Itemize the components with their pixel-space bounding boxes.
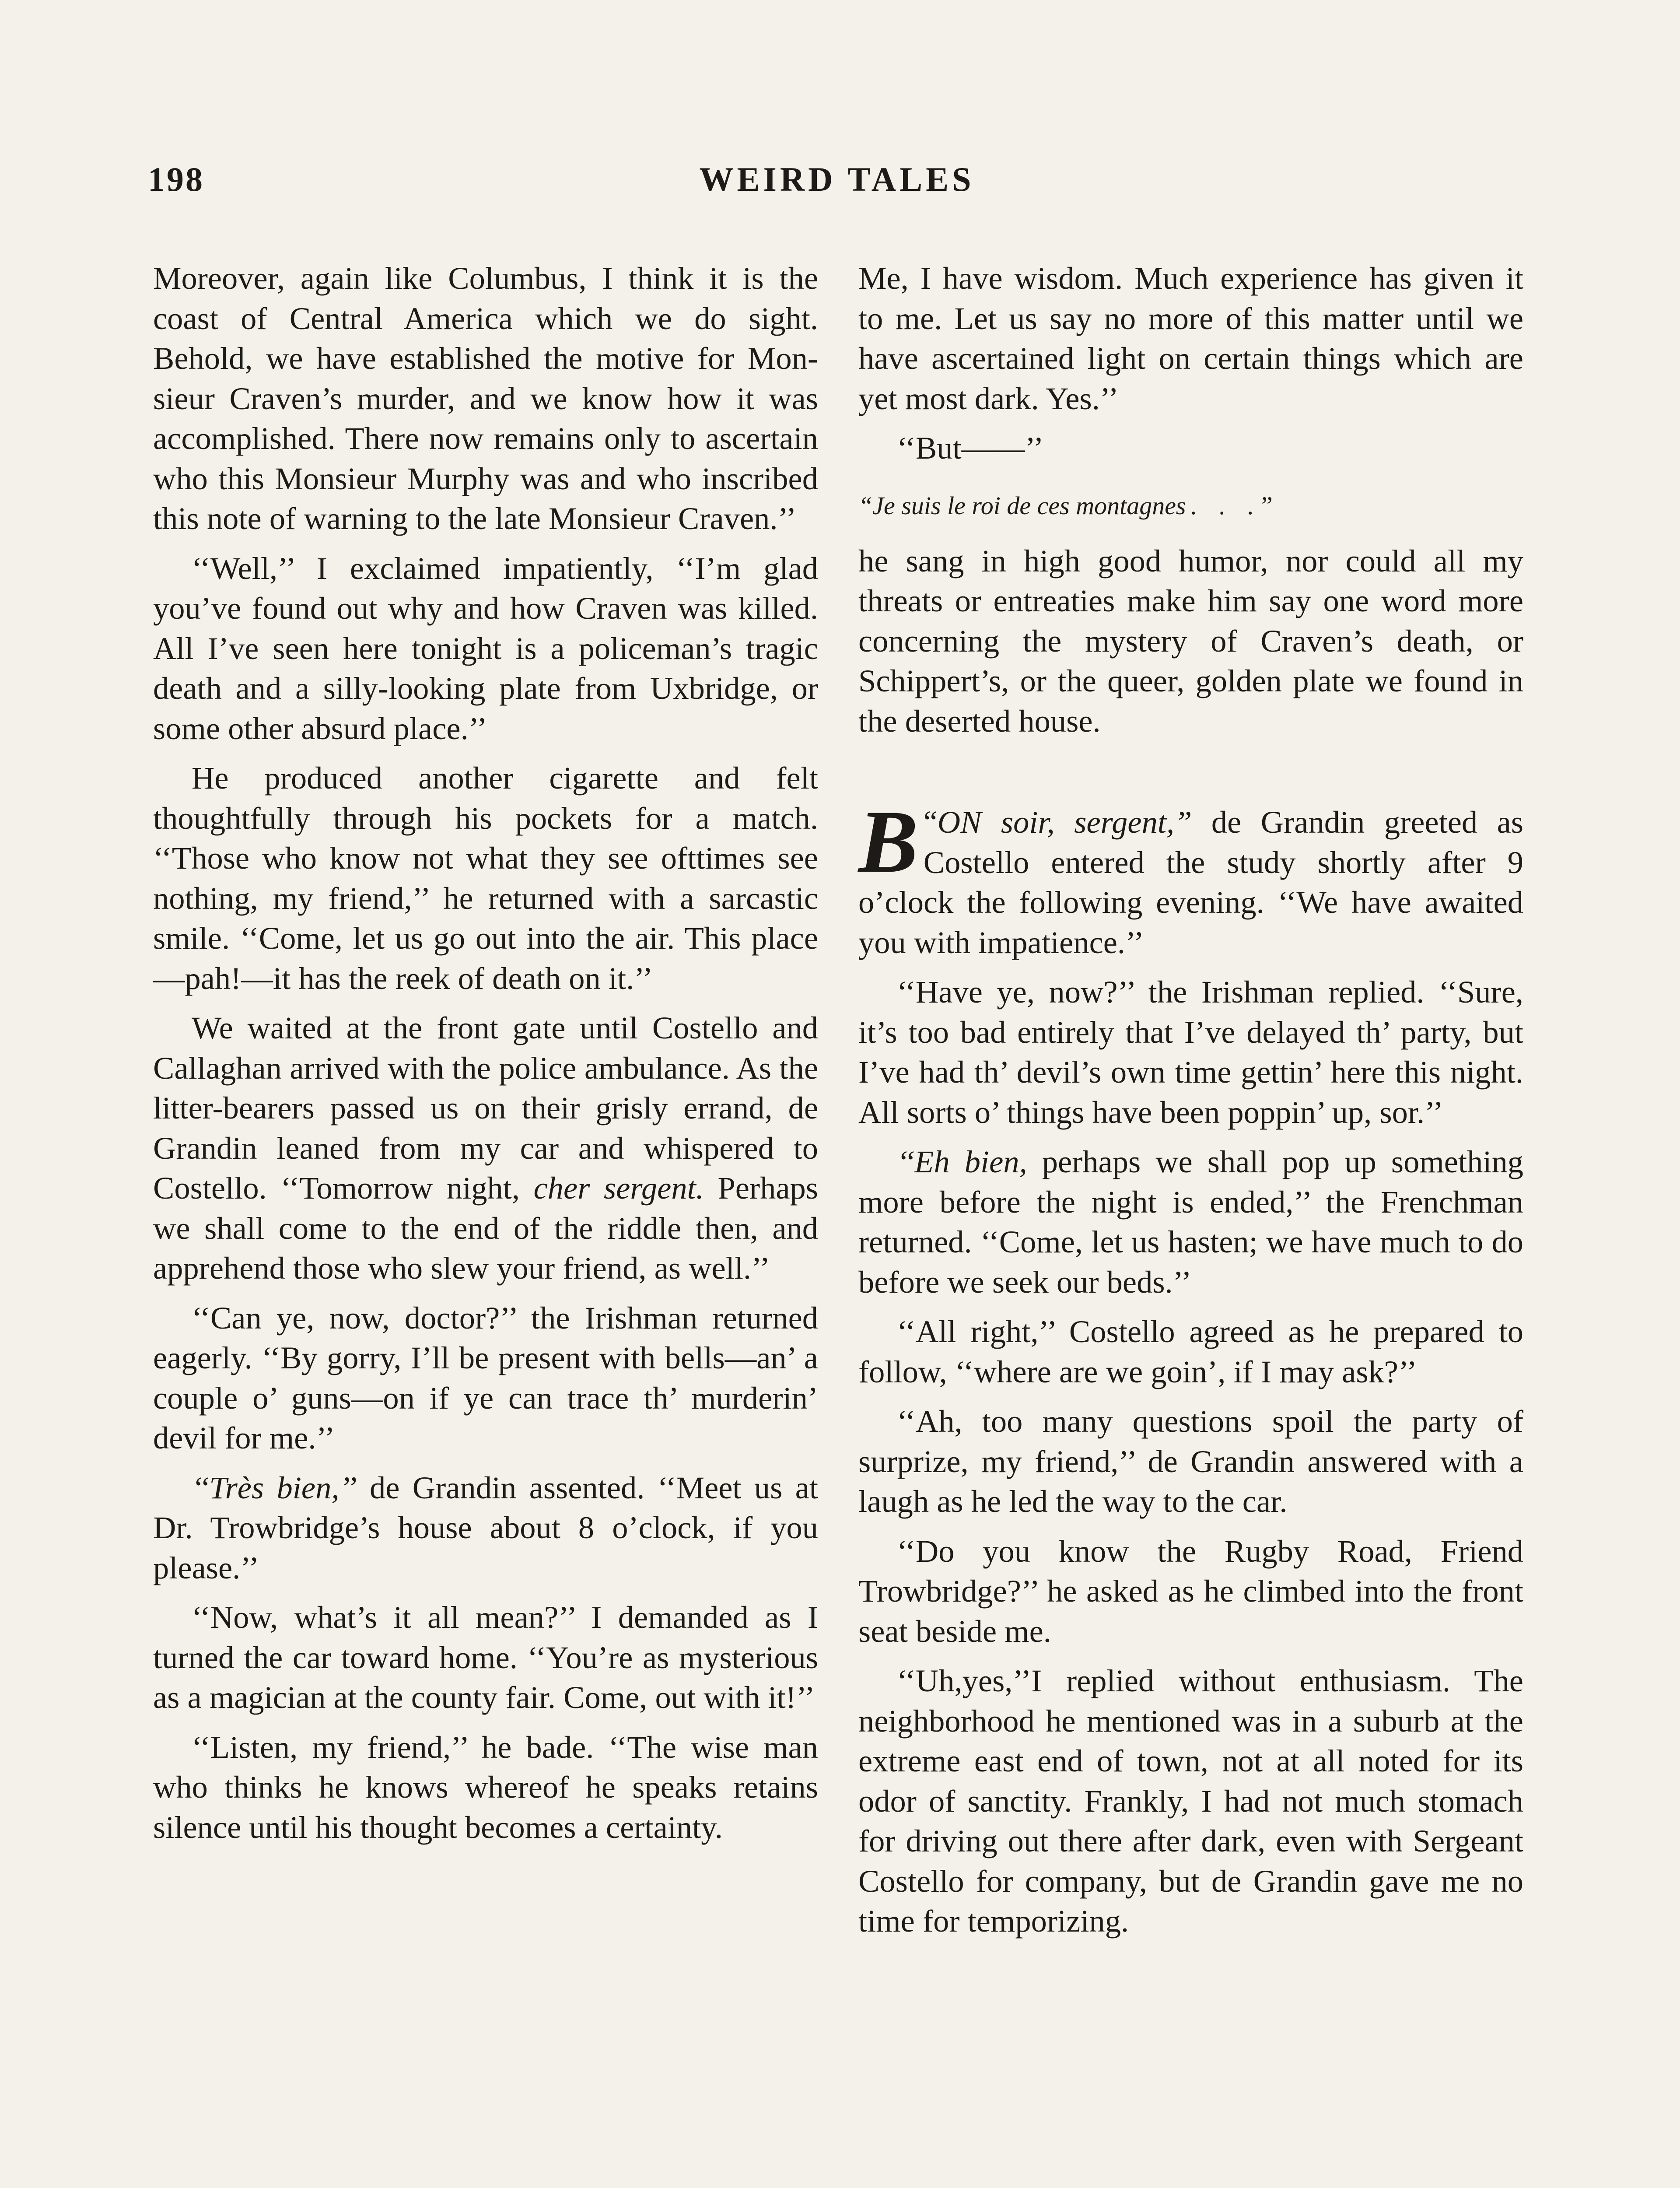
song-ellipsis: . . .” xyxy=(1190,491,1281,520)
paragraph xyxy=(858,1142,1523,1302)
paragraph-text: Perhaps we shall come to the end of the riddle then, and apprehend those who slew your friend, as well.’’ xyxy=(153,1170,818,1286)
left-column xyxy=(153,258,818,1857)
drop-cap: B xyxy=(858,792,918,891)
italic-phrase: ‘‘Eh bien, xyxy=(897,1144,1027,1179)
paragraph: ‘‘Do you know the Rugby Road, Friend Trowbridge?’’ he asked as he climbed into the front seat beside me. xyxy=(858,1533,1523,1649)
paragraph: Moreover, again like Columbus, I think it is the coast of Central America which we do sight. Behold, we have established the motive for Monsieur Craven’s murder, and we know how it was accomplished. There now remains only to ascertain who this Monsieur Murphy was and who inscribed this note of warning to the late Monsieur Craven.’’ xyxy=(153,260,818,536)
section-break xyxy=(858,750,1523,802)
paragraph xyxy=(153,1468,818,1588)
paragraph-text: de Grandin greeted as Costello entered the study shortly after 9 o’clock the following evening. ‘‘We have awaited you with impatience.’’ xyxy=(858,804,1523,960)
paragraph: ‘‘Can ye, now, doctor?’’ the Irishman returned eagerly. ‘‘By gorry, I’ll be present with bells—an’ a couple o’ guns—on if ye can trace th’ murderin’ devil for me.’’ xyxy=(153,1300,818,1455)
paragraph: ‘‘Have ye, now?’’ the Irishman replied. ‘‘Sure, it’s too bad entirely that I’ve delayed th’ party, but I’ve had th’ devil’s own time gettin’ here this night. All sorts o’ things have been poppin’ up, sor.’’ xyxy=(858,974,1523,1130)
paragraph: ‘‘Ah, too many questions spoil the party of surprize, my friend,’’ de Grandin answered with a laugh as he led the way to the car. xyxy=(858,1403,1523,1519)
paragraph-text: We waited at the front gate until Costello and Callaghan arrived with the police ambulance. As the litter-bearers passed us on their grisly errand, de Grandin leaned from my car and whispered to Costello. ‘‘Tomorrow night, xyxy=(153,1010,818,1206)
song-quote xyxy=(858,488,1523,523)
paragraph: He produced another cigarette and felt thoughtfully through his pockets for a match. ‘‘Those who know not what they see ofttimes see nothing, my friend,’’ he returned with a sarcastic smile. ‘‘Come, let us go out into the air. This place—pah!—it has the reek of death on it.’’ xyxy=(153,760,818,996)
paragraph: ‘‘Uh,yes,’’I replied without enthusiasm. The neighborhood he mentioned was in a suburb at the extreme east end of town, not at all noted for its odor of sanctity. Frankly, I had not much stomach for driving out there after dark, even with Sergeant Costello for company, but de Grandin gave me no time for temporizing. xyxy=(858,1663,1523,1939)
page-number: 198 xyxy=(148,160,204,198)
paragraph: ‘‘But——’’ xyxy=(897,430,1044,466)
paragraph-text: perhaps we shall pop up something more before the night is ended,’’ the Frenchman returned. ‘‘Come, let us hasten; we have much to do before we seek our beds.’’ xyxy=(858,1144,1523,1300)
page-header xyxy=(148,160,1526,203)
paragraph: he sang in high good humor, nor could all my threats or entreaties make him say one word more concerning the mystery of Craven’s death, or Schippert’s, or the queer, golden plate we found in the deserted house. xyxy=(858,543,1523,739)
paragraph: ‘‘Well,’’ I exclaimed impatiently, ‘‘I’m glad you’ve found out why and how Craven was killed. All I’ve seen here tonight is a policeman’s tragic death and a silly-looking plate from Uxbridge, or some other absurd place.’’ xyxy=(153,550,818,746)
paragraph: ‘‘Listen, my friend,’’ he bade. ‘‘The wise man who thinks he knows whereof he speaks retains silence until his thought becomes a certainty. xyxy=(153,1729,818,1845)
italic-phrase: ‘‘Très bien,’’ xyxy=(192,1469,357,1505)
open-quote: “ xyxy=(923,804,938,839)
paragraph: ‘‘All right,’’ Costello agreed as he prepared to follow, ‘‘where are we goin’, if I may ask?’’ xyxy=(858,1314,1523,1389)
italic-phrase: ON soir, sergent,” xyxy=(937,804,1192,840)
right-column xyxy=(858,258,1523,1951)
paragraph-dropcap xyxy=(858,792,1523,962)
song-line: “Je suis le roi de ces montagnes xyxy=(858,491,1186,520)
paragraph: ‘‘Now, what’s it all mean?’’ I demanded as I turned the car toward home. ‘‘You’re as mysterious as a magician at the county fair. Come, out with it!’’ xyxy=(153,1599,818,1715)
running-head: WEIRD TALES xyxy=(699,160,975,198)
paragraph xyxy=(153,1008,818,1288)
paragraph: Me, I have wisdom. Much experience has given it to me. Let us say no more of this matter until we have ascertained light on certain things which are yet most dark. Yes.’’ xyxy=(858,260,1523,416)
paragraph-text: de Grandin assented. ‘‘Meet us at Dr. Trowbridge’s house about 8 o’clock, if you please.’’ xyxy=(153,1469,818,1585)
italic-phrase: cher sergent. xyxy=(533,1170,704,1206)
